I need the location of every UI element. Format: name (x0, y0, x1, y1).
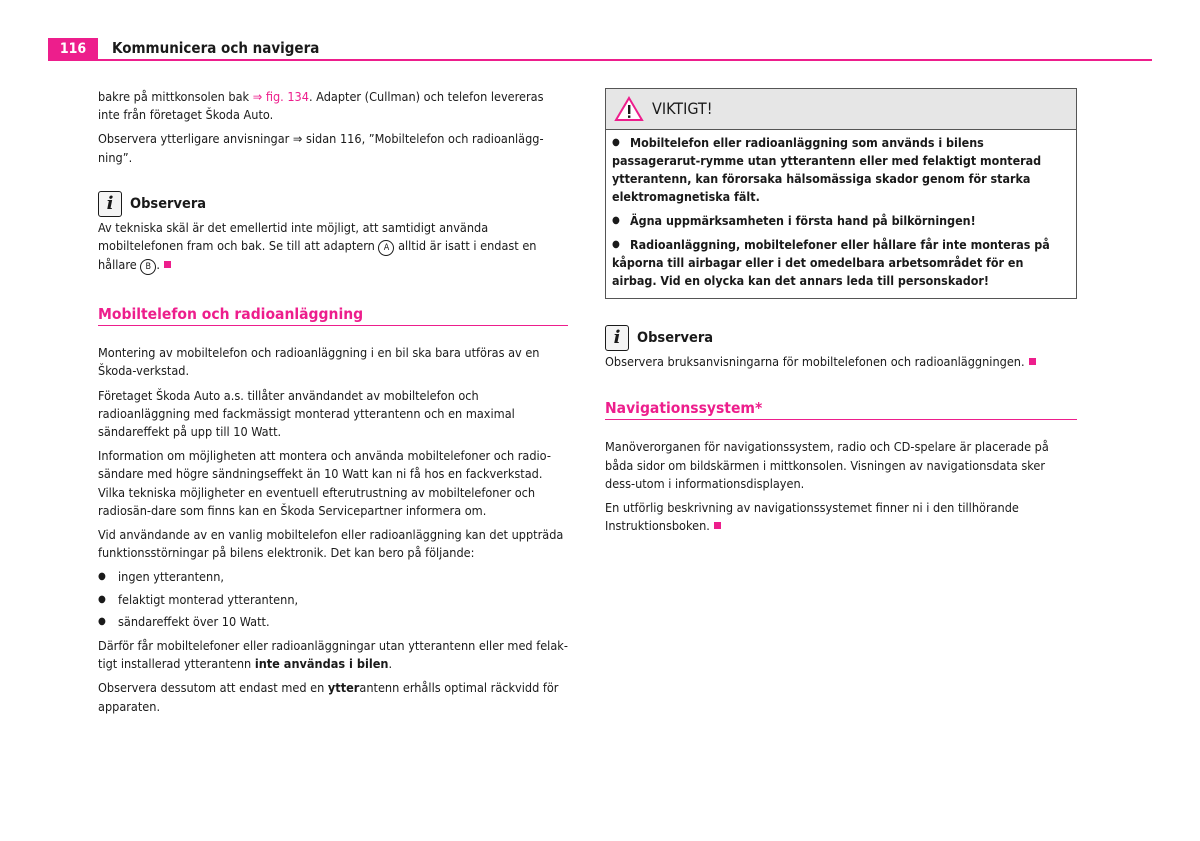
text: alltid är isatt i endast en hållare (98, 238, 537, 273)
end-square-icon (164, 261, 171, 268)
bold-text: inte användas i bilen (254, 656, 389, 672)
list-item: ● sändareffekt över 10 Watt. (98, 613, 568, 631)
list-item: ● ingen ytterantenn, (98, 568, 568, 586)
chapter-title: Kommunicera och navigera (112, 39, 320, 57)
text: Observera bruksanvisningarna för mobiltelefonen och radioanläggningen. (605, 354, 1025, 369)
header-rule (48, 59, 1152, 61)
text: En utförlig beskrivning av navigationssystemet finner ni i den tillhörande Instruktionsboken. (605, 500, 1019, 534)
paragraph: Vid användande av en vanlig mobiltelefon eller radioanläggning kan det uppträda funktionsstörningar på bilens elektronik. Det kan bero på följande: (98, 527, 564, 561)
warning-triangle-icon (614, 96, 644, 122)
note-title: Observera (130, 195, 207, 212)
end-square-icon (714, 522, 721, 529)
info-note-icon: i (98, 191, 122, 217)
note-title: Observera (637, 329, 714, 346)
paragraph: Observera ytterligare anvisningar ⇒ sidan 116, ”Mobiltelefon och radioanlägg-ning”. (98, 131, 544, 165)
text: bakre på mittkonsolen bak (98, 89, 253, 104)
paragraph (98, 637, 568, 673)
paragraph (98, 88, 568, 124)
text: Observera dessutom att endast med en (98, 680, 328, 696)
info-note-icon: i (605, 325, 629, 351)
warning-item: ● Mobiltelefon eller radioanläggning som används i bilens passagerarut-rymme utan ytterantenn eller med felaktigt monterad ytterantenn, kan förorsaka hälsomässiga skador genom för starka elektromagnetiska fält. (612, 134, 1070, 206)
note-text (605, 353, 1077, 371)
warning-box (605, 88, 1077, 299)
paragraph: Montering av mobiltelefon och radioanläggning i en bil ska bara utföras av en Škoda-verkstad. (98, 345, 540, 379)
text: antenn erhålls optimal räckvidd för apparaten. (98, 680, 559, 714)
paragraph: Manöverorganen för navigationssystem, radio och CD-spelare är placerade på båda sidor om bildskärmen i mittkonsolen. Visningen av navigationsdata sker dess-utom i informationsdisplayen. (605, 439, 1049, 491)
warning-item: ● Radioanläggning, mobiltelefoner eller hållare får inte monteras på kåporna till airbagar eller i det omedelbara arbetsområdet för en airbag. Vid en olycka kan det annars leda till personskador! (612, 236, 1070, 290)
text: . (388, 656, 393, 672)
bold-text: ytter (327, 680, 360, 696)
bullet-list (98, 568, 568, 631)
section-title-navigation: Navigationssystem* (605, 399, 1077, 420)
section-title-mobile: Mobiltelefon och radioanläggning (98, 305, 568, 326)
page-number: 116 (48, 38, 98, 60)
circle-label-b: B (140, 259, 156, 275)
note-text (98, 219, 568, 275)
text: Av tekniska skäl är det emellertid inte möjligt, att samtidigt använda mobiltelefonen fram och bak. Se till att adaptern (98, 219, 489, 254)
warning-item: ● Ägna uppmärksamheten i första hand på bilkörningen! (612, 212, 1070, 230)
left-column (98, 88, 568, 722)
paragraph (605, 499, 1077, 535)
text: . (156, 257, 160, 273)
paragraph: Företaget Škoda Auto a.s. tillåter användandet av mobiltelefon och radioanläggning med fackmässigt monterad ytterantenn och en maximal sändareffekt på upp till 10 Watt. (98, 387, 515, 440)
text: Därför får mobiltelefoner eller radioanläggningar utan ytterantenn eller med felak-tigt installerad ytterantenn (98, 638, 568, 672)
end-square-icon (1029, 358, 1036, 365)
paragraph: Information om möjligheten att montera och använda mobiltelefoner och radio-sändare med högre sändningseffekt än 10 Watt kan ni få hos en fackverkstad. Vilka tekniska möjligheter en eventuell efterutrustning av mobiltelefoner och radiosän-dare som finns kan en Škoda Servicepartner informera om. (98, 448, 551, 518)
note-header (98, 191, 568, 217)
warning-header (606, 89, 1076, 130)
note-header (605, 325, 1077, 351)
arrow-icon: ⇒ (252, 89, 263, 104)
text: . Adapter (Cullman) och telefon levereras inte från företaget Škoda Auto. (98, 89, 544, 123)
paragraph (98, 679, 568, 715)
circle-label-a: A (378, 240, 394, 256)
list-item: ● felaktigt monterad ytterantenn, (98, 591, 568, 609)
warning-body (606, 130, 1076, 298)
warning-title: VIKTIGT! (652, 98, 713, 118)
figure-link[interactable]: fig. 134 (262, 89, 309, 104)
right-column (605, 88, 1077, 541)
